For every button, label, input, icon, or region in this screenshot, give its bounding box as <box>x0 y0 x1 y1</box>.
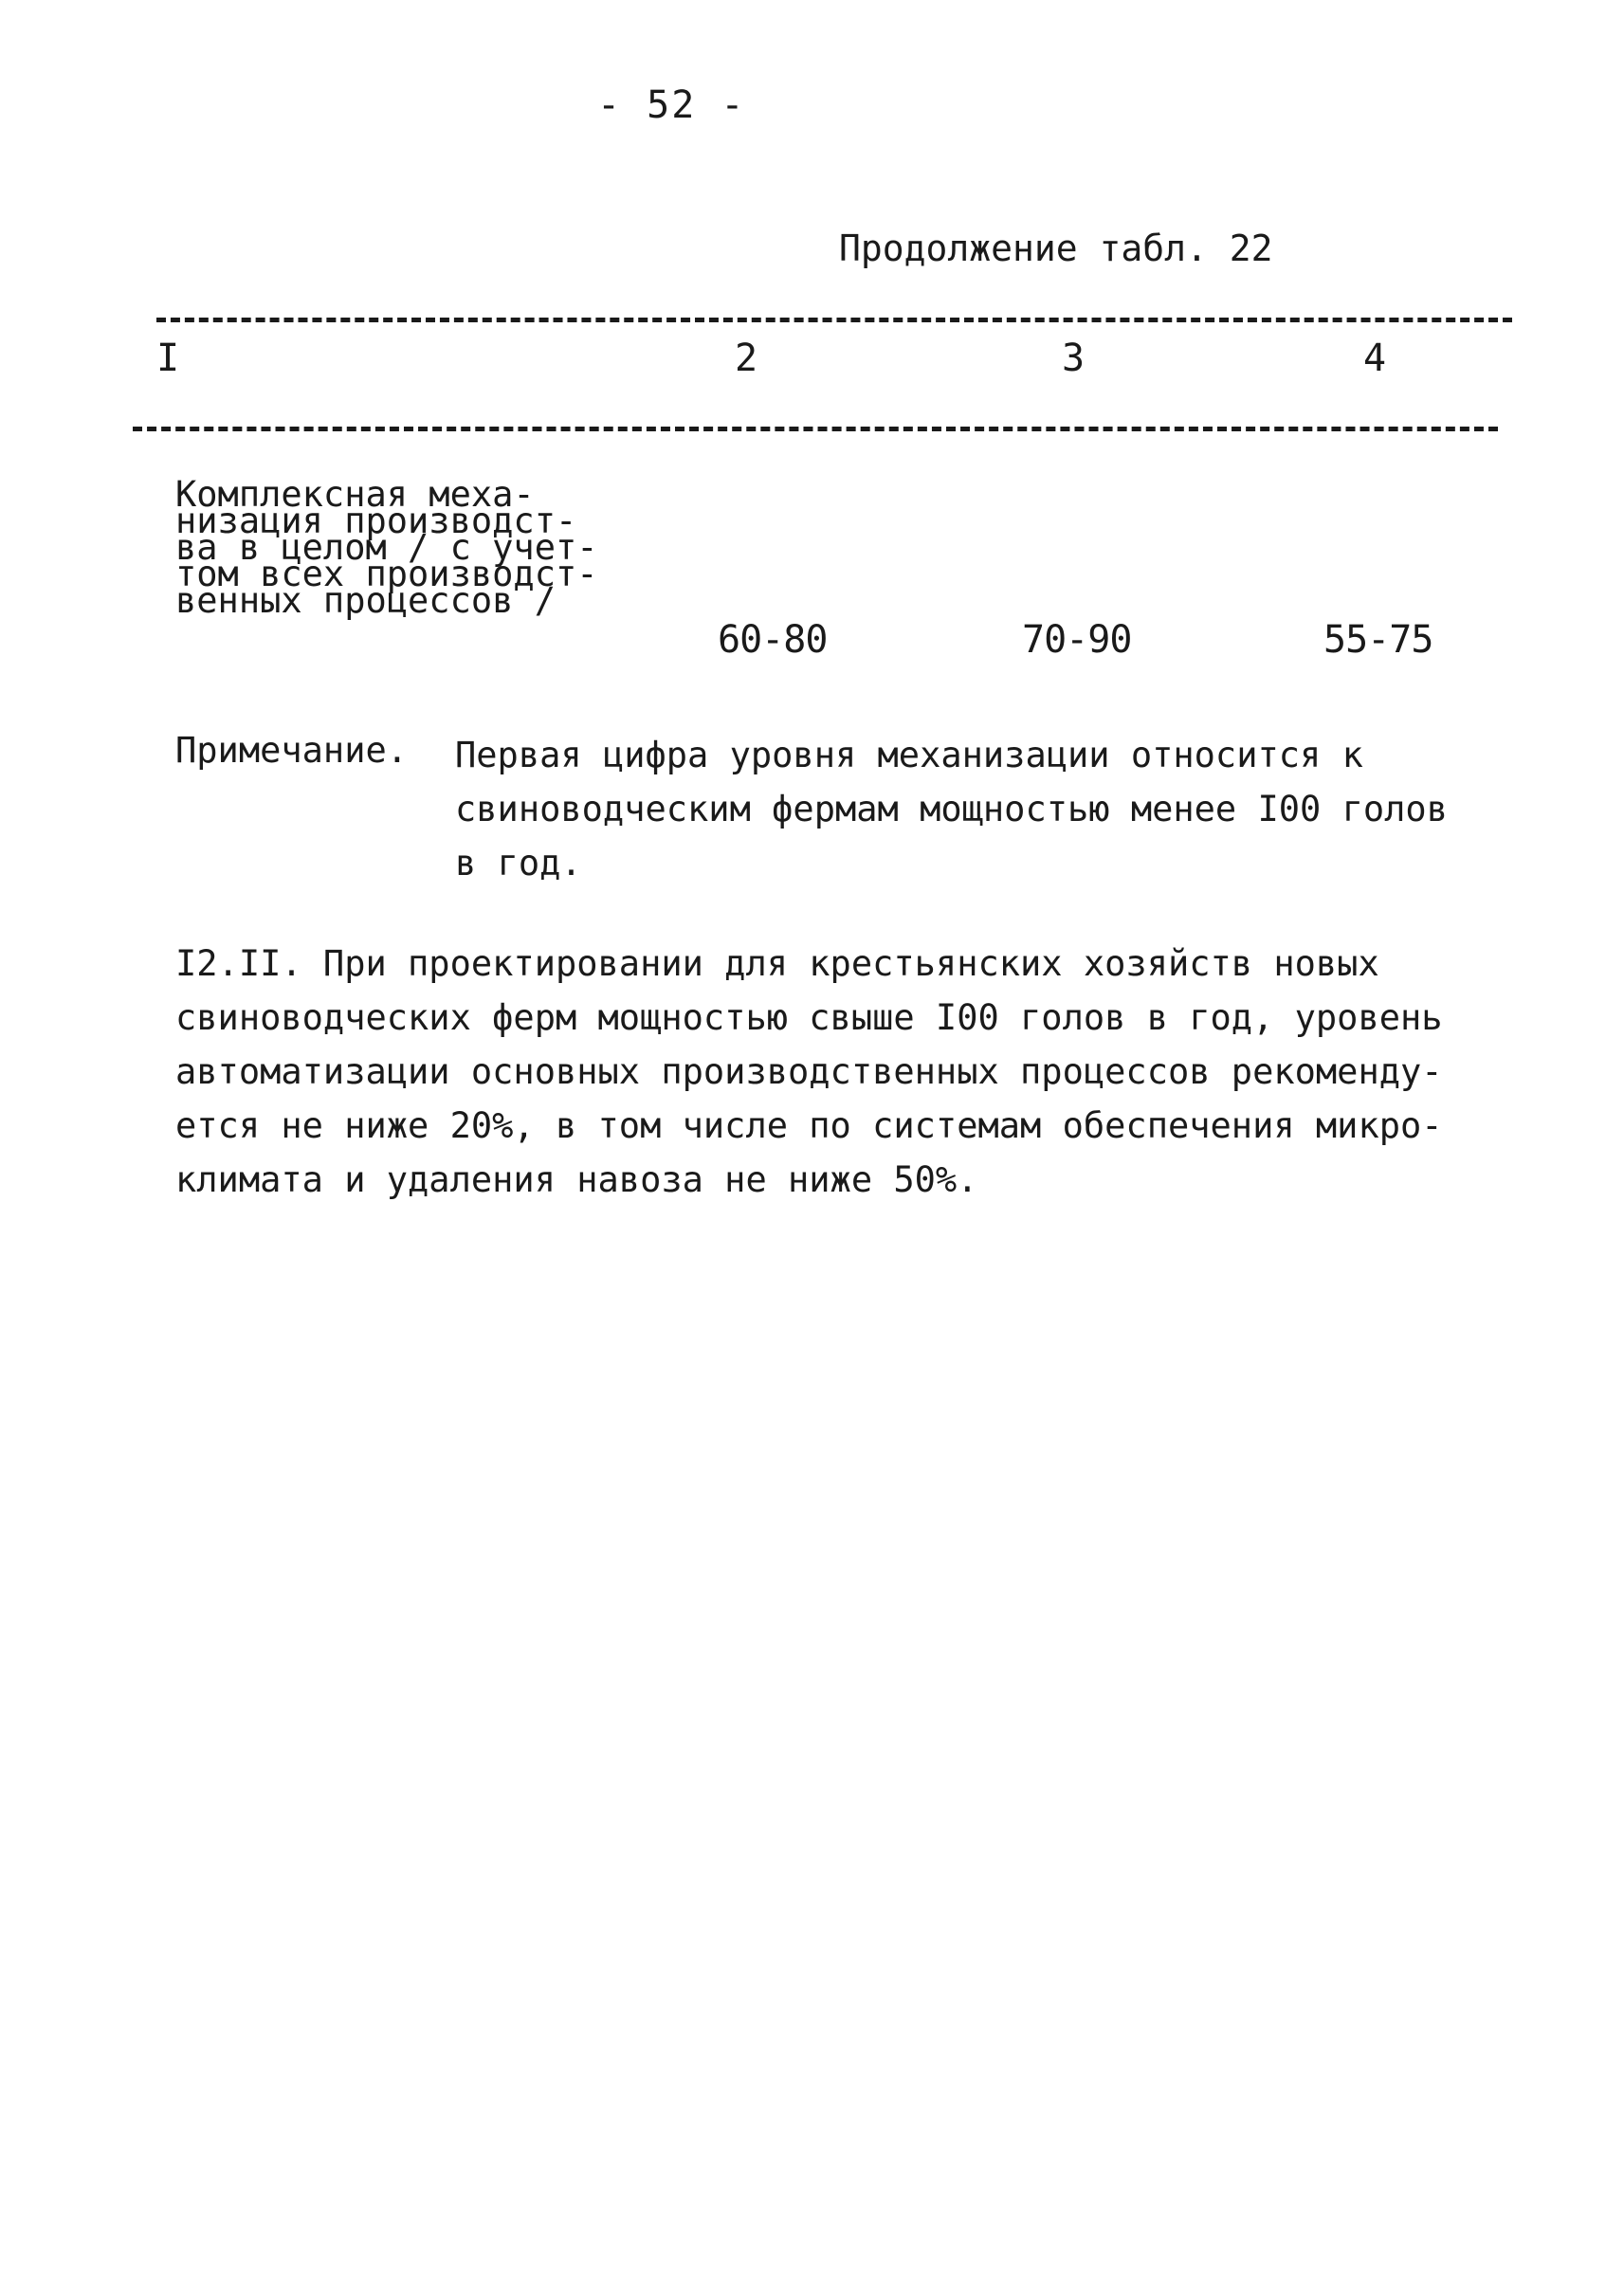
column-header-2: 2 <box>735 337 758 380</box>
note-text: Первая цифра уровня механизации относится к свиноводческим фермам мощностью менее I00 голов в год. <box>455 735 1448 883</box>
column-header-1: I <box>156 337 180 380</box>
cell-value-col3: 70-90 <box>1022 618 1132 662</box>
cell-value-col4: 55-75 <box>1323 618 1433 662</box>
table-top-rule <box>156 318 1512 322</box>
body-paragraph: I2.II. При проектировании для крестьянских хозяйств новых свиноводческих ферм мощностью свыше I00 голов в год, уровень автоматизации основных производственных процессов рекоменду- ется не ниже 20%, в том числе по системам обеспечения микро- климата и удаления навоза не ниже 50%. <box>175 943 1443 1200</box>
table-caption: Продолжение табл. 22 <box>839 228 1273 269</box>
note-label: Примечание. <box>175 730 409 771</box>
column-header-4: 4 <box>1363 337 1387 380</box>
cell-value-col2: 60-80 <box>718 618 828 662</box>
page-number: - 52 - <box>597 83 746 127</box>
row-label: Комплексная меха- низация производст- ва в целом / с учет- том всех производст- венных процессов / <box>175 474 598 621</box>
column-header-3: 3 <box>1062 337 1086 380</box>
table-header-rule <box>133 427 1498 431</box>
